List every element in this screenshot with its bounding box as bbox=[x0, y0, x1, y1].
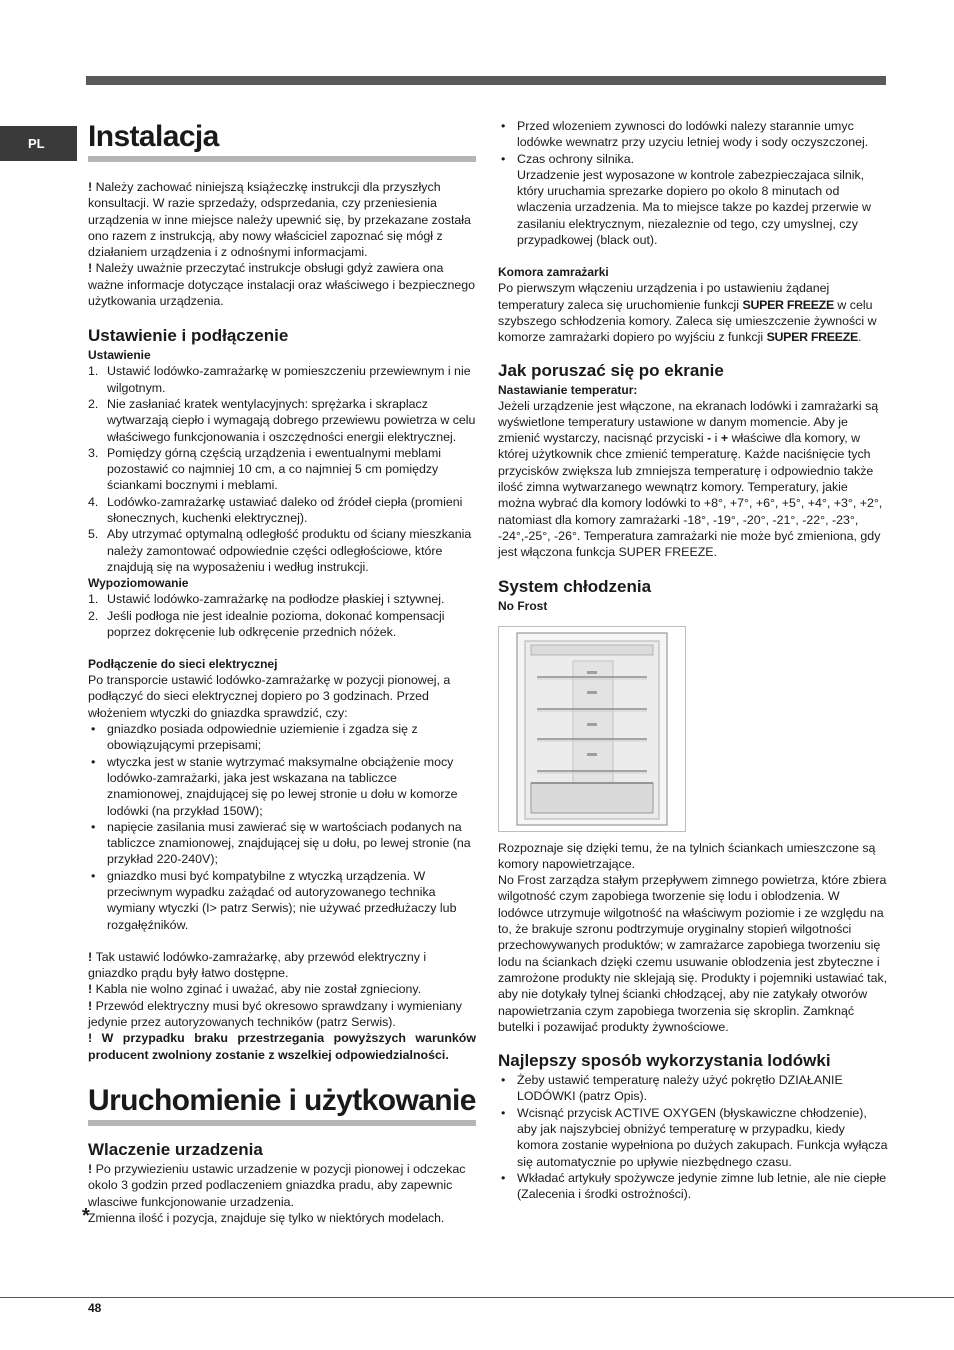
list-item: • gniazdko musi być kompatybilne z wtyczką urządzenia. W przeciwnym wypadku zażądać od autoryzowanego technika wymiany wtyczki (I> patrz Serwis); nie używać przedłużaczy lub rozgałęźników. bbox=[91, 868, 457, 932]
left-column bbox=[82, 118, 477, 1227]
nofrost-block bbox=[498, 840, 888, 1036]
list-item: • Wcisnąć przycisk ACTIVE OXYGEN (błyskawiczne chłodzenie), aby jak najszybciej obniżyć temperaturę w przypadku, kiedy komora zostanie wypełniona po dużych zakupach. Funkcja wyłącza się automatycznie po upływie niezbędnego czasu. bbox=[501, 1105, 888, 1169]
warnings-block bbox=[88, 949, 476, 1063]
list-item: 1. Ustawić lodówko-zamrażarkę w pomieszczeniu przewiewnym i nie wilgotnym. bbox=[88, 364, 471, 395]
subheading-freezer: Komora zamrażarki bbox=[498, 265, 609, 280]
page-number: 48 bbox=[88, 1301, 102, 1315]
fridge-interior-image bbox=[498, 626, 686, 832]
list-item: • napięcie zasilania musi zawierać się w wartościach podanych na tabliczce znamionowej, znajdującej się u dołu, po lewej stronie (na przykład 220-240V); bbox=[91, 819, 471, 867]
subheading-leveling: Wypoziomowanie bbox=[88, 576, 189, 591]
asterisk-icon: * bbox=[82, 1204, 90, 1227]
section-title-operation: Uruchomienie i użytkowanie bbox=[88, 1082, 476, 1126]
intro-paragraph: ! Należy zachować niniejszą książeczkę instrukcji dla przyszłych konsultacji. W razie sprzedaży, odsprzedania, czy przeniesienia urządzenia w inne miejsce należy upewnić się, by przekazane została ono razem z instrukcją, aby nowy właściciel zapoznać się mógł z działaniem urządzenia i z odnośnymi informacjami. bbox=[88, 180, 471, 260]
list-item: • wtyczka jest w stanie wytrzymać maksymalne obciążenie mocy lodówko-zamrażarki, jaka jest wskazana na tabliczce znamionowej, znajdującej się po lewej stronie u dołu w komorze lodówki (na przykład 150W); bbox=[91, 754, 458, 818]
nofrost-paragraph: No Frost zarządza stałym przepływem zimnego powietrza, które zbiera wilgotność czym zapobiega tworzenie się lodu i oblodzenia. W lodówce utrzymuje wilgotność na właściwym poziomie i ze względu na to, że brakuje szronu podtrzymuje oryginalny stopień wilgotności przechowywanych produktów; w zamrażarce zapobiega tworzeniu się lodu na ściankach dzięki czemu usuwanie oblodzenia jest zbyteczne i zamrożone produkty nie sklejają się. Produkty i pojemniki ustawiać tak, aby nie dotykały tylnej ścianki chłodzącej, aby nie zatykały otworów napowietrzania czym zapobiega tworzenia się skroplin. Zamknąć butelki i pozawijać produkty żywnościowe. bbox=[498, 873, 888, 1034]
power-list bbox=[88, 721, 476, 933]
list-item: • Przed wlozeniem zywnosci do lodówki nalezy starannie umyc lodówke wewnatrz przy uzyciu letniej wody i sody oczyszczonej. bbox=[501, 119, 869, 150]
list-item: • Żeby ustawić temperaturę należy użyć pokrętło DZIAŁANIE LODÓWKI (patrz Opis). bbox=[501, 1073, 843, 1104]
heading-cooling: System chłodzenia bbox=[498, 576, 652, 596]
list-item: 1. Ustawić lodówko-zamrażarkę na podłodze płaskiej i sztywnej. bbox=[88, 592, 445, 607]
heading-setup: Ustawienie i podłączenie bbox=[88, 326, 289, 346]
warning: ! Przewód elektryczny musi być okresowo sprawdzany i wymieniany jedynie przez autoryzowanych techników (patrz Serwis). bbox=[88, 998, 462, 1030]
right-column bbox=[498, 118, 888, 1202]
list-item: 3. Pomiędzy górną częścią urządzenia i ewentualnymi meblami pozostawić co najmniej 10 cm, a co najmniej 5 cm pomiędzy ściankami bocznymi i meblami. bbox=[88, 445, 442, 493]
language-tab: PL bbox=[0, 126, 77, 161]
warning-bold: ! W przypadku braku przestrzegania powyższych warunków producent zwolniony zostanie z wszelkiej odpowiedzialności. bbox=[88, 1031, 477, 1062]
power-intro: Po transporcie ustawić lodówko-zamrażarkę w pozycji pionowej, a podłączyć do sieci elektrycznej dopiero po 3 godzinach. Przed włożeniem wtyczki do gniazdka sprawdzić, czy: bbox=[88, 673, 451, 720]
section-title-installation: Instalacja bbox=[88, 118, 476, 162]
nofrost-paragraph: Rozpoznaje się dzięki temu, że na tylnich ściankach umieszczone są komory napowietrzające. bbox=[498, 840, 876, 871]
list-item: • Wkładać artykuły spożywcze jedynie zimne lub letnie, ale nie ciepłe (Zalecenia i środki ostrożności). bbox=[501, 1170, 887, 1202]
list-item: • gniazdko posiada odpowiednie uziemienie i zgadza się z obowiązującymi przepisami; bbox=[91, 722, 418, 753]
subheading-nofrost: No Frost bbox=[498, 598, 548, 613]
subheading-power: Podłączenie do sieci elektrycznej bbox=[88, 657, 278, 672]
start-paragraph: ! Po przywiezieniu ustawic urzadzenie w pozycji pionowej i odczekac okolo 3 godzin przed podlaczeniem gniazdka pradu, aby zapewnic wlasciwe funkcjonowanie urzadzenia. bbox=[88, 1161, 466, 1209]
list-item: 4. Lodówko-zamrażarkę ustawiać daleko od źródeł ciepła (promieni słonecznych, kuchenki elektrycznej). bbox=[88, 494, 463, 526]
list-item: 2. Jeśli podłoga nie jest idealnie pozioma, dokonać kompensacji poprzez dokręcenie lub odkręcenie przednich nóżek. bbox=[88, 608, 445, 639]
heading-best-use: Najlepszy sposób wykorzystania lodówki bbox=[498, 1051, 831, 1071]
warning: ! Kabla nie wolno zginać i uważać, aby nie został zgnieciony. bbox=[88, 982, 422, 997]
intro-paragraph: ! Należy uważnie przeczytać instrukcje obsługi gdyż zawiera ona ważne informacje dotyczące instalacji oraz właściwego i bezpiecznego użytkowania urządzenia. bbox=[88, 261, 476, 309]
list-item: 2. Nie zasłaniać kratek wentylacyjnych: sprężarka i skraplacz wytwarzają ciepło i wymagają dobrego przewiewu powietrza w celu właściwego funkcjonowania i oszczędności energii elektrycznej. bbox=[88, 396, 476, 444]
top-rule bbox=[86, 76, 886, 85]
setup-list bbox=[88, 363, 476, 575]
freezer-paragraph: Po pierwszym włączeniu urządzenia i po ustawieniu żądanej temperatury zaleca się uruchomienie funkcji SUPER FREEZE w celu szybszego schłodzenia komory. Zaleca się umieszczenie żywności w komorze zamrażarki dopiero po wyjściu z funkcji SUPER FREEZE. bbox=[498, 281, 877, 345]
list-item: 5. Aby utrzymać optymalną odległość produktu od ściany mieszkania należy zamontować odpowiednie części odległościowe, które znajdują się na wyposażeniu i według instrukcji. bbox=[88, 527, 472, 574]
footnote: * Zmienna ilość i pozycja, znajduje się tylko w niektórych modelach. bbox=[82, 1204, 445, 1227]
heading-screen: Jak poruszać się po ekranie bbox=[498, 360, 724, 380]
top-list bbox=[498, 118, 888, 248]
best-use-list bbox=[498, 1072, 888, 1202]
subheading-temperature: Nastawianie temperatur: bbox=[498, 382, 638, 397]
temperature-paragraph: Jeżeli urządzenie jest włączone, na ekranach lodówki i zamrażarki są wyświetlone temperatury ustawione w danym momencie. Aby je zmienić wystarczy, nacisnąć przyciski - i + właściwe dla komory, w której użytkownik chce zmienić temperaturę. Każde naciśnięcie tych przycisków zwiększa lub zmniejsza temperaturę i odpowiednio także ilość zimna wytwarzanego wewnątrz komory. Temperatury, jakie można wybrać dla komory lodówki to +8°, +7°, +6°, +5°, +4°, +3°, +2°, natomiast dla komory zamrażarki -18°, -19°, -20°, -21°, -22°, -23°, -24°,-25°, -26°. Temperatura zamrażarki nie może być zmieniona, gdy jest włączona funkcja SUPER FREEZE. bbox=[498, 398, 883, 560]
intro-block bbox=[88, 179, 476, 309]
footer-rule bbox=[0, 1297, 954, 1298]
fridge-interior-illustration bbox=[503, 631, 681, 827]
warning: ! Tak ustawić lodówko-zamrażarkę, aby przewód elektryczny i gniazdko prądu były łatwo dostępne. bbox=[88, 949, 427, 981]
heading-start: Wlaczenie urzadzenia bbox=[88, 1139, 263, 1159]
leveling-list bbox=[88, 591, 476, 640]
list-item: • Czas ochrony silnika. Urzadzenie jest wyposazone w kontrole zabezpieczajaca silnik, który uruchamia sprezarke dopiero po okolo 8 minutach od wlaczenia urzadzenia. Ma to miejsce takze po kazdej przerwie w zasilaniu elektrycznym, niezaleznie od tego, czy umyslnej, czy przypadkowej (black out). bbox=[501, 151, 871, 248]
subheading-placement: Ustawienie bbox=[88, 348, 151, 363]
